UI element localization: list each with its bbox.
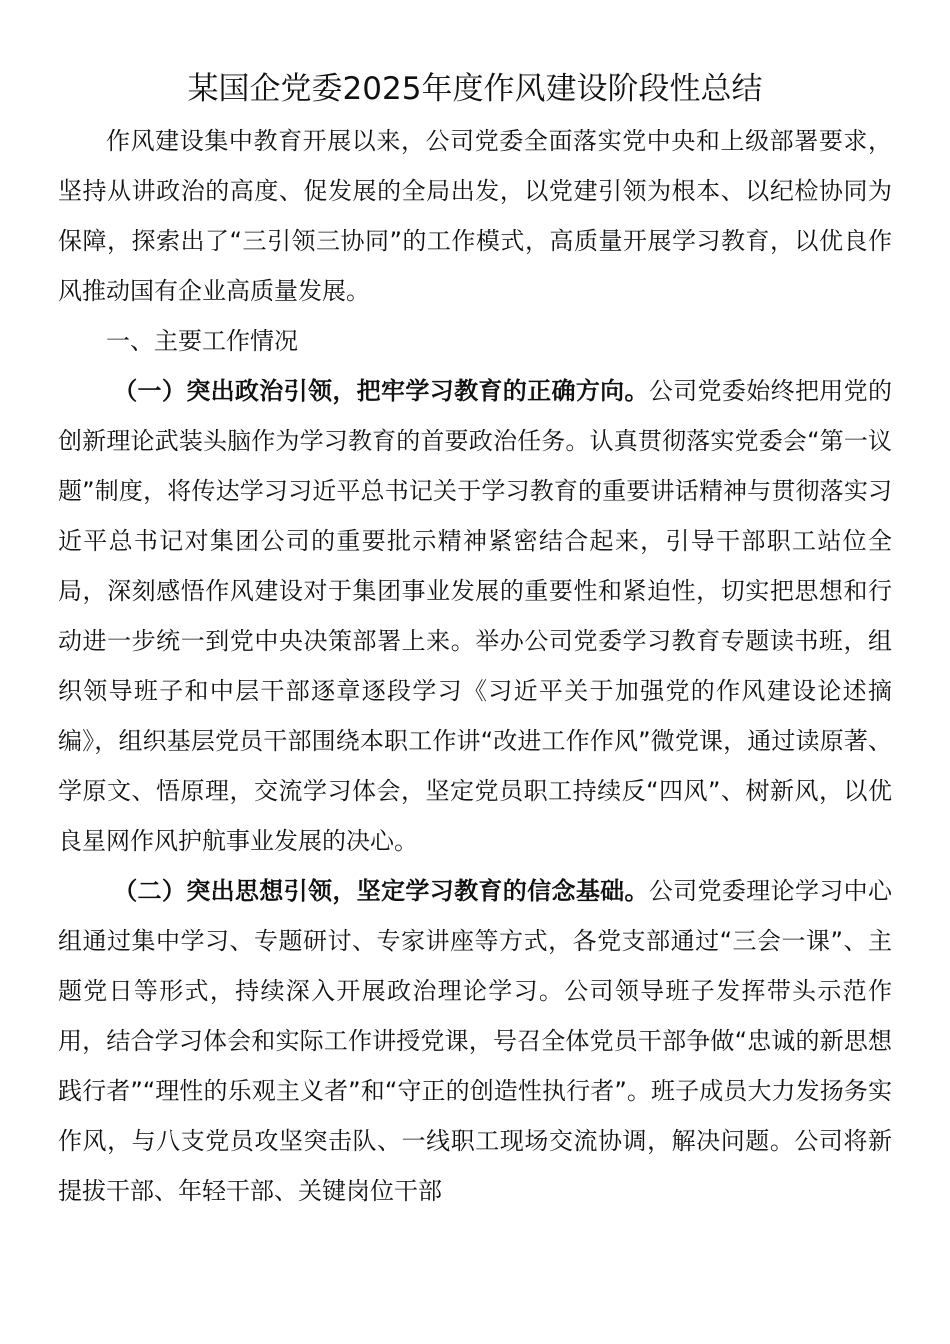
- item-2-lead: （二）突出思想引领，坚定学习教育的信念基础。: [113, 877, 649, 905]
- intro-paragraph: 作风建设集中教育开展以来，公司党委全面落实党中央和上级部署要求，坚持从讲政治的高度、促发展的全局出发，以党建引领为根本、以纪检协同为保障，探索出了“三引领三协同”的工作模式，高质量开展学习教育，以优良作风推动国有企业高质量发展。: [58, 127, 892, 305]
- section-heading: 一、主要工作情况: [106, 327, 298, 355]
- item-1-lead: （一）突出政治引领，把牢学习教育的正确方向。: [113, 377, 649, 405]
- item-2-body: 公司党委理论学习中心组通过集中学习、专题研讨、专家讲座等方式，各党支部通过“三会一课”、主题党日等形式，持续深入开展政治理论学习。公司领导班子发挥带头示范作用，结合学习体会和实际工作讲授党课，号召全体党员干部争做“忠诚的新思想践行者”“理性的乐观主义者”和“守正的创造性执行者”。班子成员大力发扬务实作风，与八支党员攻坚突击队、一线职工现场交流协调，解决问题。公司将新提拔干部、年轻干部、关键岗位干部: [58, 877, 892, 1205]
- item-1-body: 公司党委始终把用党的创新理论武装头脑作为学习教育的首要政治任务。认真贯彻落实党委会“第一议题”制度，将传达学习习近平总书记关于学习教育的重要讲话精神与贯彻落实习近平总书记对集团公司的重要批示精神紧密结合起来，引导干部职工站位全局，深刻感悟作风建设对于集团事业发展的重要性和紧迫性，切实把思想和行动进一步统一到党中央决策部署上来。举办公司党委学习教育专题读书班，组织领导班子和中层干部逐章逐段学习《习近平关于加强党的作风建设论述摘编》，组织基层党员干部围绕本职工作讲“改进工作作风”微党课，通过读原著、学原文、悟原理，交流学习体会，坚定党员职工持续反“四风”、树新风，以优良星网作风护航事业发展的决心。: [58, 377, 892, 855]
- document-title: 某国企党委2025年度作风建设阶段性总结: [187, 71, 763, 107]
- item-1-paragraph: [58, 366, 892, 866]
- document-page: [58, 66, 892, 1216]
- item-2-paragraph: [58, 866, 892, 1216]
